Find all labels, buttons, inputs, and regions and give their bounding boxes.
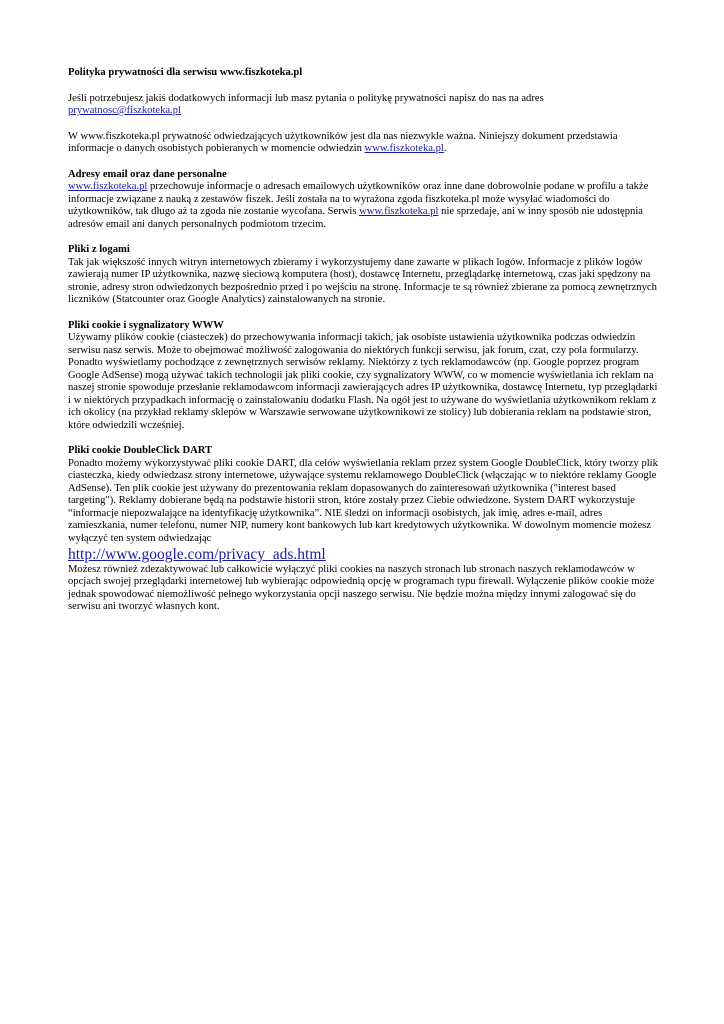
cookies-section-body-2: Ponadto wyświetlamy pochodzące z zewnętrznych serwisów reklamy. Niektórzy z tych reklamodawców (np. Google poprzez program Google AdSense) mogą używać takich technologii jak pliki cookie, czy sygnalizatory WWW, co w momencie wyświetlania ich reklam na naszej stronie spowoduje przesłanie reklamodawcom informacji zawierających adres IP użytkownika, dostawcę Internetu, typ przeglądarki i w niektórych przypadkach informację o zainstalowaniu dodatku Flash. Na ogół jest to używane do wyświetlania użytkownikom reklam z ich okolicy (na przykład reklamy sklepów w Warszawie serwowane użytkownikowi ze stolicy) lub dobierania reklam na podstawie stron, które odwiedzili wcześniej.: [68, 357, 658, 431]
google-privacy-ads-link[interactable]: http://www.google.com/privacy_ads.html: [68, 546, 326, 563]
logs-section-heading: Pliki z logami: [68, 244, 130, 255]
email-section-body: [68, 181, 658, 231]
cookies-section-heading: Pliki cookie i sygnalizatory WWW: [68, 319, 224, 331]
dart-section-heading: Pliki cookie DoubleClick DART: [68, 445, 213, 456]
email-section-text-1: przechowuje informacje o adresach emailowych użytkowników oraz inne dane dobrowolnie podane w profilu a także informacje związane z nauką z zestawów fiszek. Jeśli została na to wyrażona zgoda fiszkoteka.pl może wysyłać wiadomości do użytkowników, tak długo aż ta zgoda nie zostanie wycofana. Serwis: [68, 181, 649, 217]
privacy-email-link[interactable]: prywatnosc@fiszkoteka.pl: [68, 105, 182, 116]
intro-importance-text: W www.fiszkoteka.pl prywatność odwiedzających użytkowników jest dla nas niezwykle ważna. Niniejszy dokument przedstawia informacje o danych osobistych pobieranych w momencie odwiedzin: [68, 130, 618, 154]
page-title: Polityka prywatności dla serwisu www.fiszkoteka.pl: [68, 67, 303, 78]
intro-contact-paragraph: [68, 93, 658, 118]
logs-section: [68, 244, 658, 307]
dart-section-body-1: Ponadto możemy wykorzystywać pliki cookie DART, dla celów wyświetlania reklam przez system Google DoubleClick, który tworzy plik ciasteczka, kiedy odwiedzasz strony internetowe, używające systemu reklamowego DoubleClick (włączając w to niektóre reklamy Google AdSense). Ten plik cookie jest używany do prezentowania reklam dopasowanych do zainteresowań użytkownika ("interest based targeting"). Reklamy dobierane będą na podstawie historii stron, które zostały przez Ciebie odwiedzone. System DART wykorzystuje “informacje niepozwalające na identyfikację użytkownika”. NIE śledzi on informacji osobistych, jak imię, adres e-mail, adres zamieszkania, numer telefonu, numer NIP, numery kont bankowych lub kart kredytowych użytkownika. W dowolnym momencie możesz wyłączyć ten system odwiedzając: [68, 457, 658, 544]
email-section: [68, 169, 658, 232]
cookies-section-body-1: Używamy plików cookie (ciasteczek) do przechowywania informacji takich, jak osobiste ustawienia użytkownika podczas odwiedzin serwisu nasz serwis. Może to obejmować możliwość zalogowania do niektórych funkcji serwisu, jak forum, czat, czy pola formularzy.: [68, 332, 639, 356]
dart-section: [68, 445, 658, 614]
email-section-heading: Adresy email oraz dane personalne: [68, 168, 227, 180]
site-link-intro[interactable]: www.fiszkoteka.pl: [364, 143, 444, 154]
dart-section-body-2: Możesz również zdezaktywować lub całkowicie wyłączyć pliki cookies na naszych stronach lub stronach naszych reklamodawców w opcjach swojej przeglądarki internetowej lub wybierając odpowiednią opcję w programach typu firewall. Wyłączenie plików cookie może jednak spowodować niemożliwość pełnego wykorzystania opcji naszego serwisu. Nie będzie można między innymi zalogować się do serwisu ani tworzyć własnych kont.: [68, 563, 655, 612]
policy-document: [68, 67, 658, 627]
cookies-section: [68, 320, 658, 433]
site-link-email-2[interactable]: www.fiszkoteka.pl: [359, 206, 439, 217]
intro-contact-text: Jeśli potrzebujesz jakiś dodatkowych informacji lub masz pytania o politykę prywatności napisz do nas na adres: [68, 92, 544, 104]
site-link-email-1[interactable]: www.fiszkoteka.pl: [68, 181, 148, 192]
email-section-text-2: nie sprzedaje, ani w inny sposób nie udostępnia adresów email ani danych personalnych podmiotom trzecim.: [68, 206, 643, 230]
logs-section-body: Tak jak większość innych witryn internetowych zbieramy i wykorzystujemy dane zawarte w plikach logów. Informacje z plików logów zawierają numer IP użytkownika, nazwę sieciową komputera (host), dostawcę Internetu, przeglądarkę internetową, czas jaki spędzony na stronie, adresy stron odwiedzonych bezpośrednio przed i po wejściu na stronę. Informacje te są również zbierane za pomocą zewnętrznych liczników (Statcounter oraz Google Analytics) zainstalowanych na stronie.: [68, 256, 657, 305]
intro-importance-end: .: [443, 143, 447, 154]
intro-importance-paragraph: [68, 131, 658, 156]
